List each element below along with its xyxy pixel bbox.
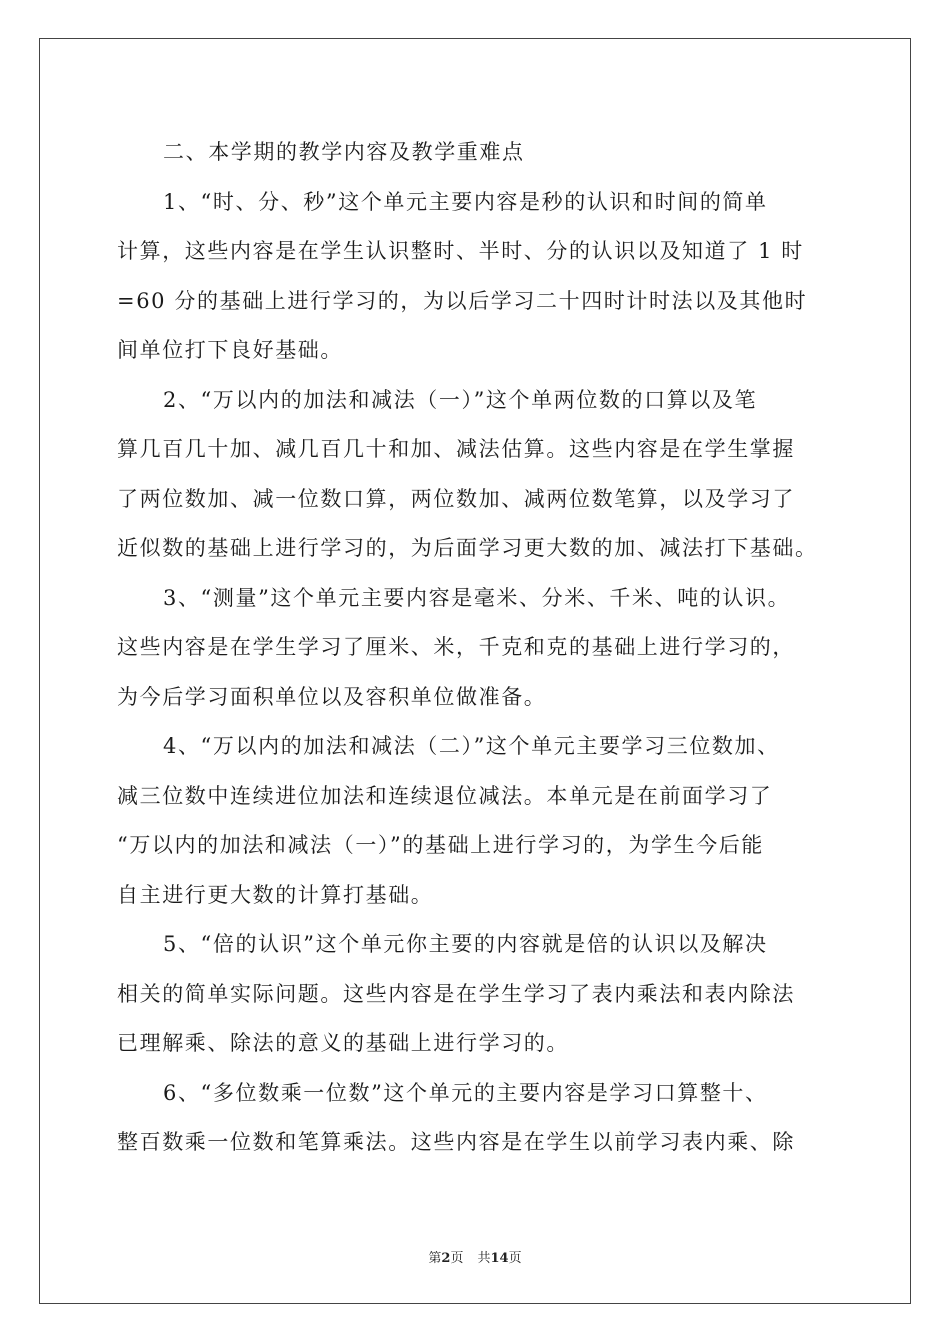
text-line: 计算，这些内容是在学生认识整时、半时、分的认识以及知道了 1 时	[117, 239, 804, 263]
text-line: 整百数乘一位数和笔算乘法。这些内容是在学生以前学习表内乘、除	[117, 1130, 795, 1154]
text-line: 5、“倍的认识”这个单元你主要的内容就是倍的认识以及解决	[163, 932, 768, 956]
document-body	[117, 128, 833, 1168]
text-line: 为今后学习面积单位以及容积单位做准备。	[117, 684, 547, 709]
text-line: “万以内的加法和减法（一）”的基础上进行学习的，为学生今后能	[117, 833, 764, 857]
text-line: 4、“万以内的加法和减法（二）”这个单元主要学习三位数加、	[163, 734, 780, 758]
text-line: 了两位数加、减一位数口算，两位数加、减两位数笔算，以及学习了	[117, 486, 795, 511]
page-footer	[0, 1247, 950, 1266]
text-line: 自主进行更大数的计算打基础。	[117, 882, 434, 907]
page-indicator: 第2页	[428, 1251, 464, 1266]
text-line: 相关的简单实际问题。这些内容是在学生学习了表内乘法和表内除法	[117, 981, 795, 1006]
text-line: 3、“测量”这个单元主要内容是毫米、分米、千米、吨的认识。	[163, 585, 791, 610]
text-line: 2、“万以内的加法和减法（一）”这个单两位数的口算以及笔	[163, 387, 758, 412]
text-line: 1、“时、分、秒”这个单元主要内容是秒的认识和时间的简单	[163, 189, 768, 214]
text-line: 算几百几十加、减几百几十和加、减法估算。这些内容是在学生掌握	[117, 437, 795, 461]
text-line: 二、本学期的教学内容及教学重难点	[163, 140, 525, 164]
total-pages-indicator: 共14页	[477, 1251, 522, 1266]
text-line: =60 分的基础上进行学习的，为以后学习二十四时计时法以及其他时	[117, 288, 808, 313]
text-line: 这些内容是在学生学习了厘米、米，千克和克的基础上进行学习的，	[117, 635, 795, 659]
text-line: 减三位数中连续进位加法和连续退位减法。本单元是在前面学习了	[117, 783, 773, 808]
text-line: 6、“多位数乘一位数”这个单元的主要内容是学习口算整十、	[163, 1080, 768, 1105]
text-line: 间单位打下良好基础。	[117, 338, 343, 362]
text-line: 已理解乘、除法的意义的基础上进行学习的。	[117, 1031, 569, 1055]
text-line: 近似数的基础上进行学习的，为后面学习更大数的加、减法打下基础。	[117, 536, 818, 560]
